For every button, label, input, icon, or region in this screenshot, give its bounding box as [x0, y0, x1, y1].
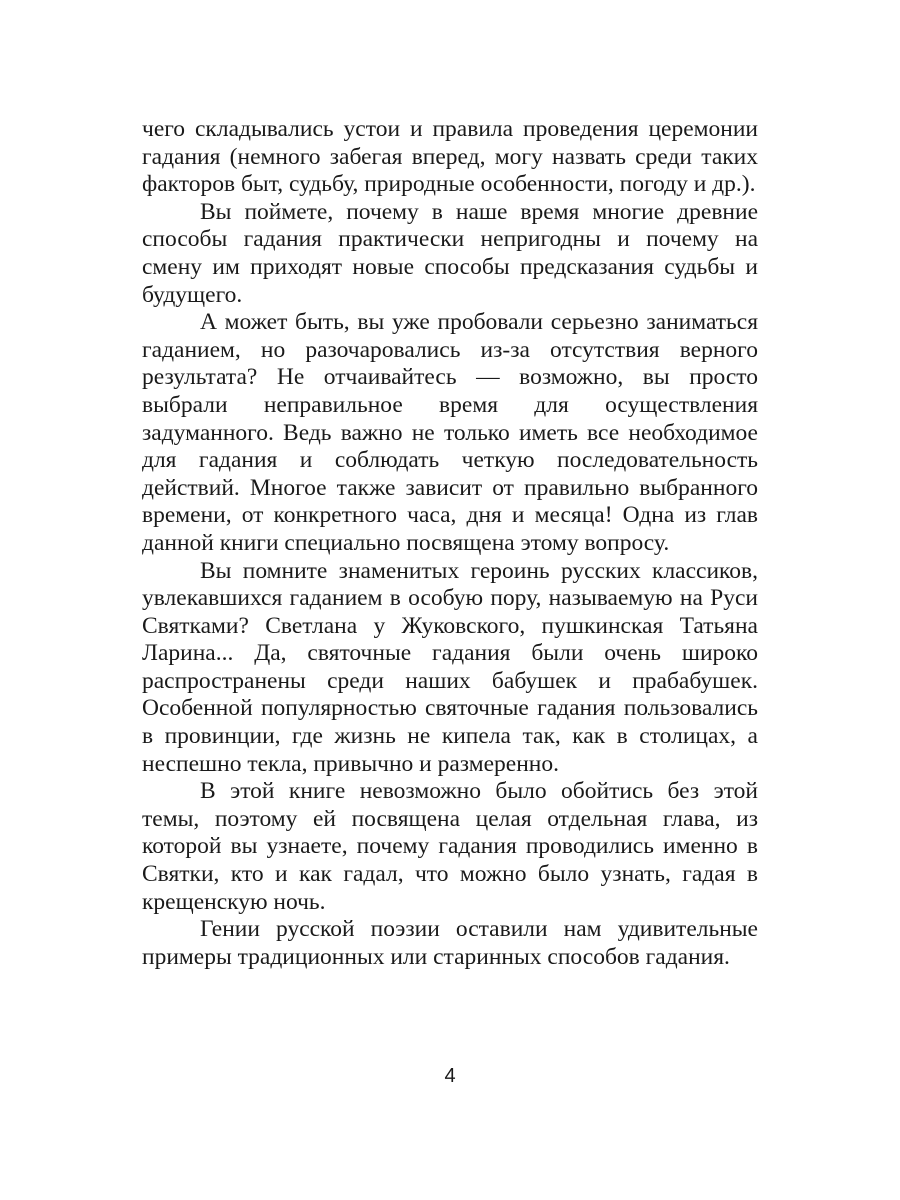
paragraph: Вы поймете, почему в наше время многие древние способы гадания практически непригодны и почему на смену им приходят новые способы предсказания судьбы и будущего.	[142, 198, 758, 308]
paragraph: Вы помните знаменитых героинь русских классиков, увлекавшихся гаданием в особую пору, называемую на Руси Святками? Светлана у Жуковского, пушкинская Татьяна Ларина... Да, святочные гадания были очень широко распространены среди наших бабушек и прабабушек. Особенной популярностью святочные гадания пользовались в провинции, где жизнь не кипела так, как в столицах, а неспешно текла, привычно и размеренно.	[142, 557, 758, 777]
paragraph: В этой книге невозможно было обойтись без этой темы, поэтому ей посвящена целая отдельная глава, из которой вы узнаете, почему гадания проводились именно в Святки, кто и как гадал, что можно было узнать, гадая в крещенскую ночь.	[142, 778, 758, 915]
paragraph: А может быть, вы уже пробовали серьезно заниматься гаданием, но разочаровались из-за отсутствия верного результата? Не отчаивайтесь — возможно, вы просто выбрали неправильное время для осуществления задуманного. Ведь важно не только иметь все необходимое для гадания и соблюдать четкую последовательность действий. Многое также зависит от правильно выбранного времени, от конкретного часа, дня и месяца! Одна из глав данной книги специально посвящена этому вопросу.	[142, 309, 758, 556]
body-text	[142, 116, 758, 971]
page-number: 4	[444, 1065, 456, 1087]
paragraph-continued: чего складывались устои и правила проведения церемонии гадания (немного забегая вперед, могу назвать среди таких факторов быт, судьбу, природные особенности, погоду и др.).	[142, 116, 758, 198]
paragraph: Гении русской поэзии оставили нам удивительные примеры традиционных или старинных способов гадания.	[142, 916, 758, 970]
